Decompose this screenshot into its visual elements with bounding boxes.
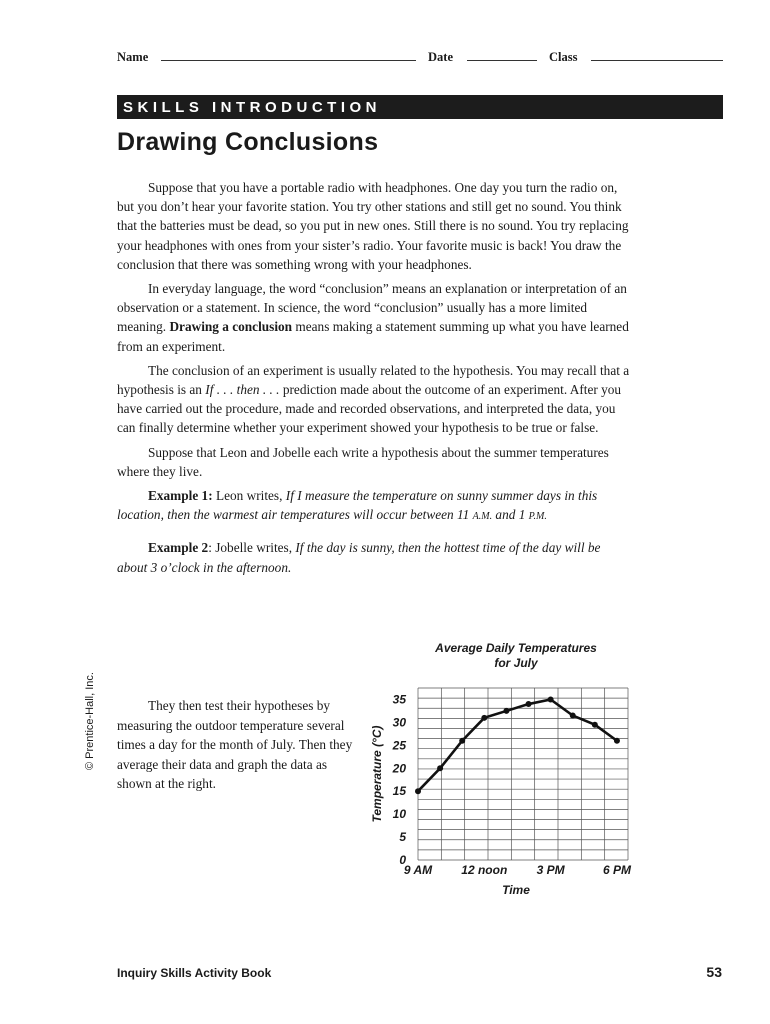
chart-title-line-2: for July [494,656,538,670]
body-text [117,178,633,589]
copyright-notice: © Prentice-Hall, Inc. [84,672,96,770]
y-tick-label: 25 [392,738,406,753]
header-fields [117,48,723,68]
temperature-chart [360,636,660,906]
page-title: Drawing Conclusions [117,128,379,156]
y-tick-label: 10 [392,807,406,822]
chart-title-line-1: Average Daily Temperatures [435,641,597,655]
date-label: Date [428,50,453,64]
data-point [481,715,487,721]
x-tick-label: 6 PM [602,863,631,877]
date-field[interactable] [467,60,537,61]
data-point [503,708,509,714]
data-point [415,788,421,794]
paragraph: The conclusion of an experiment is usually related to the hypothesis. You may recall that a hypothesis is an If . . . then . . . prediction made about the outcome of an experiment. After you have carried out the procedure, made and recorded observations, and interpreted the data, you can finally determine whether your experiment showed your hypothesis to be true or false. [117,362,630,436]
y-tick-label: 0 [399,853,406,867]
paragraph: Suppose that Leon and Jobelle each write a hypothesis about the summer temperatures where they live. [117,444,609,479]
x-tick-label: 3 PM [536,863,565,877]
x-axis-label: Time [502,883,530,897]
class-field[interactable] [591,60,723,61]
y-tick-label: 20 [392,761,406,776]
data-point [548,696,554,702]
paragraph: In everyday language, the word “conclusion” means an explanation or interpretation of an observation or a statement. In science, the word “conclusion” usually has a more limited meaning. Drawing a conclusion means making a statement summing up what you have learned from an experiment. [117,281,629,354]
x-tick-label: 12 noon [461,863,508,877]
y-tick-label: 15 [392,784,406,799]
name-label: Name [117,50,149,64]
paragraph: They then test their hypotheses by measuring the outdoor temperature several times a day for the month of July. Then they average their data and graph the data as shown at the right. [117,698,353,792]
name-field[interactable] [161,60,416,61]
data-point [459,738,465,744]
data-point [570,713,576,719]
y-axis-label: Temperature (°C) [370,725,384,823]
data-point [614,738,620,744]
y-tick-label: 30 [392,715,406,730]
footer-book-title: Inquiry Skills Activity Book [117,966,272,980]
side-text [117,696,357,794]
class-label: Class [549,50,578,64]
y-tick-label: 35 [392,692,406,707]
data-point [526,701,532,707]
chart-svg [360,636,660,906]
data-point [437,765,443,771]
page-number: 53 [706,964,722,980]
data-point [592,722,598,728]
series-line [418,699,617,791]
section-banner: SKILLS INTRODUCTION [117,95,723,119]
y-tick-label: 5 [399,830,406,845]
x-tick-label: 9 AM [403,863,433,877]
example-1: Example 1: Leon writes, If I measure the temperature on sunny summer days in this location, then the warmest air temperatures will occur between 11 A.M. and 1 P.M. [117,488,598,523]
paragraph: Suppose that you have a portable radio with headphones. One day you turn the radio on, but you don’t hear your favorite station. You try other stations and still get no sound. You think that the batteries must be dead, so you put in new ones. Still there is no sound. You try replacing your headphones with ones from your sister’s radio. Your favorite music is back! You draw the conclusion that there was something wrong with your headphones. [117,180,629,272]
example-2: Example 2: Jobelle writes, If the day is sunny, then the hottest time of the day will be about 3 o’clock in the afternoon. [117,540,601,575]
